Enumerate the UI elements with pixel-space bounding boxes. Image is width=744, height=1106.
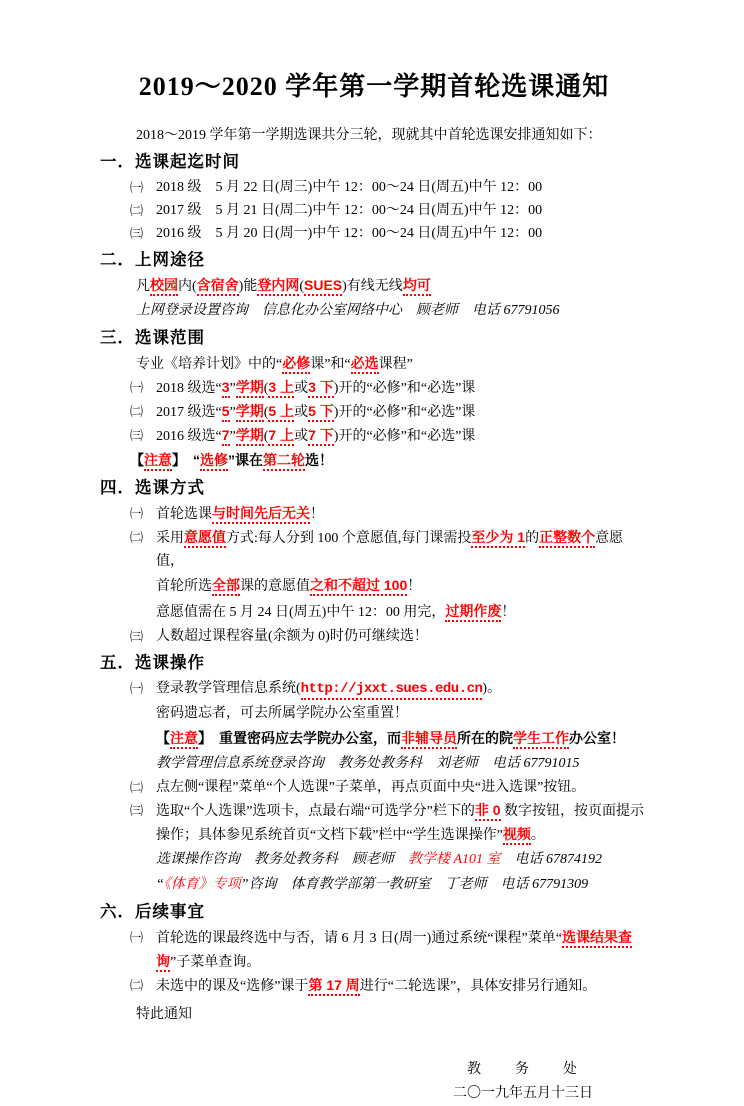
item-content — [156, 400, 648, 424]
notice-line — [100, 274, 648, 298]
highlight-text: SUES — [304, 277, 342, 296]
notice-line — [100, 502, 648, 526]
signature-block — [408, 1058, 638, 1106]
notice-section-2 — [100, 248, 648, 323]
text-run: 或 — [294, 381, 309, 396]
text-run: “ — [156, 877, 164, 892]
item-content — [156, 424, 648, 448]
text-run: 或 — [294, 405, 309, 420]
text-run: ”咨询 体育教学部第一教研室 丁老师 电话 67791309 — [240, 877, 589, 892]
text-run: 或 — [294, 429, 309, 444]
item-marker: ㈡ — [130, 530, 144, 545]
highlight-text: 注意 — [170, 730, 198, 749]
notice-line — [100, 352, 648, 376]
text-run: 首轮选课 — [156, 507, 212, 522]
highlight-text: 视频 — [503, 826, 531, 845]
section-heading: 三．选课范围 — [100, 329, 205, 347]
highlight-text: 3 — [222, 379, 230, 398]
item-content — [156, 974, 648, 998]
item-marker: ㈡ — [130, 780, 144, 795]
item-marker: ㈡ — [130, 203, 144, 218]
text-run: 【 — [130, 452, 144, 468]
highlight-text: 5 — [222, 403, 230, 422]
notice-line — [100, 400, 648, 424]
item-content — [156, 176, 648, 199]
text-run: ” — [229, 405, 236, 420]
item-marker: ㈢ — [130, 629, 144, 644]
item-marker: ㈢ — [130, 803, 144, 818]
notice-line — [100, 974, 648, 998]
text-run: 专业《培养计划》中的“ — [136, 357, 283, 372]
text-run: 教学管理信息系统登录咨询 教务处教务科 刘老师 电话 67791015 — [156, 756, 580, 771]
notice-line — [100, 599, 648, 625]
text-run: 【 — [156, 730, 170, 746]
highlight-text: 意愿值 — [184, 529, 226, 548]
notice-line — [100, 926, 648, 974]
text-run: ( — [263, 381, 269, 396]
highlight-text: 与时间先后无关 — [212, 505, 310, 524]
section-heading: 二．上网途径 — [100, 251, 205, 269]
notice-intro: 2018～2019 学年第一学期选课共分三轮，现就其中首轮选课安排通知如下： — [136, 128, 602, 143]
text-run: 进行“二轮选课”，具体安排另行通知。 — [359, 979, 597, 994]
text-run: 选课操作咨询 教务处教务科 顾老师 — [156, 852, 408, 867]
highlight-text: 第二轮 — [263, 452, 305, 471]
text-run: 2018 级 5 月 22 日(周三)中午 12：00～24 日(周五)中午 12：00 — [156, 180, 543, 195]
highlight-text: 学期 — [236, 403, 264, 422]
highlight-text: 5 上 — [268, 403, 294, 422]
text-run: 电话 67874192 — [500, 852, 603, 867]
text-run: 课的意愿值 — [240, 579, 310, 594]
text-run: ！ — [501, 605, 516, 620]
highlight-text: 必修 — [282, 355, 310, 374]
item-marker: ㈡ — [130, 978, 144, 993]
item-marker: ㈠ — [130, 380, 144, 395]
notice-line — [100, 298, 648, 323]
notice-line — [100, 677, 648, 701]
item-content — [156, 222, 648, 245]
signature-date: 二〇一九年五月十三日 — [453, 1086, 593, 1101]
highlight-text: 7 下 — [308, 427, 334, 446]
item-content — [156, 677, 648, 701]
text-run: 2017 级 5 月 21 日(周二)中午 12：00～24 日(周五)中午 12：00 — [156, 203, 543, 218]
text-run: 凡 — [136, 279, 150, 294]
text-run: )有线无线 — [342, 279, 403, 294]
text-run: )开的“必修”和“必选”课 — [333, 429, 476, 444]
item-marker: ㈡ — [130, 404, 144, 419]
text-run: ” — [229, 381, 236, 396]
highlight-text: 至少为 1 — [471, 529, 525, 548]
text-run: 上网登录设置咨询 信息化办公室网络中心 顾老师 电话 67791056 — [136, 303, 560, 318]
highlight-text: 之和不超过 100 — [310, 577, 407, 596]
highlight-text: 3 下 — [308, 379, 334, 398]
item-marker: ㈠ — [130, 930, 144, 945]
highlight-text: 学期 — [236, 427, 264, 446]
system-url-link[interactable]: http://jxxt.sues.edu.cn — [301, 681, 483, 700]
text-run: 】 重置密码应去学院办公室，而 — [198, 730, 401, 746]
text-run: )开的“必修”和“必选”课 — [333, 381, 476, 396]
text-run: 点左侧“课程”菜单“个人选课”子菜单，再点页面中央“进入选课”按钮。 — [156, 780, 586, 795]
text-run: )。 — [482, 681, 502, 696]
highlight-text: 非 0 — [475, 802, 501, 821]
item-content — [156, 926, 648, 974]
notice-section-4 — [100, 476, 648, 648]
text-run: ”子菜单查询。 — [170, 955, 261, 970]
section-heading: 六．后续事宜 — [100, 903, 205, 921]
section-heading: 五．选课操作 — [100, 654, 205, 672]
text-run: 选！ — [305, 452, 333, 468]
notice-line — [100, 448, 648, 473]
text-run: 】 “ — [172, 452, 200, 468]
notice-line — [100, 222, 648, 245]
text-run: 意愿值需在 5 月 24 日(周五)中午 12：00 用完， — [156, 605, 446, 620]
text-run: )开的“必修”和“必选”课 — [333, 405, 476, 420]
text-run: 密码遗忘者，可去所属学院办公室重置！ — [156, 706, 408, 721]
highlight-text: 正整数个 — [539, 529, 595, 548]
text-run: 选取“个人选课”选项卡，点最右端“可选学分”栏下的 — [156, 804, 475, 819]
text-run: 内( — [178, 279, 197, 294]
item-content — [156, 625, 648, 648]
item-content — [156, 376, 648, 400]
text-run: 课”和“ — [310, 357, 351, 372]
text-run: 2018 级选“ — [156, 381, 222, 396]
notice-section-3 — [100, 326, 648, 473]
text-run: 首轮选的课最终选中与否，请 6 月 3 日(周一)通过系统“课程”菜单“ — [156, 931, 562, 946]
notice-section-1 — [100, 150, 648, 245]
highlight-text: 学期 — [236, 379, 264, 398]
notice-line — [100, 799, 648, 847]
highlight-text: 3 上 — [268, 379, 294, 398]
item-marker: ㈠ — [130, 681, 144, 696]
text-run: 所在的院 — [457, 730, 513, 746]
highlight-text: 教学楼 A101 室 — [408, 852, 501, 867]
text-run: 方式:每人分到 100 个意愿值,每门课需投 — [226, 531, 472, 546]
highlight-text: 注意 — [144, 452, 172, 471]
item-marker: ㈢ — [130, 226, 144, 241]
highlight-text: 《体育》专项 — [163, 877, 241, 892]
text-run: 2016 级 5 月 20 日(周一)中午 12：00～24 日(周五)中午 12：00 — [156, 226, 543, 241]
notice-line — [100, 701, 648, 726]
item-marker: ㈠ — [130, 506, 144, 521]
notice-line — [100, 751, 648, 776]
notice-line — [100, 847, 648, 872]
highlight-text: 5 下 — [308, 403, 334, 422]
text-run: ！ — [310, 507, 324, 522]
notice-section-6 — [100, 900, 648, 998]
highlight-text: 全部 — [212, 577, 240, 596]
text-run: 课程” — [378, 357, 413, 372]
notice-line — [100, 176, 648, 199]
notice-line — [100, 199, 648, 222]
highlight-text: 7 — [222, 427, 230, 446]
highlight-text: 选课结果查询 — [156, 929, 632, 972]
signer-department: 教 务 处 — [467, 1062, 579, 1077]
notice-line — [100, 424, 648, 448]
highlight-text: 含宿舍 — [197, 277, 239, 296]
notice-line — [100, 872, 648, 897]
text-run: ”课在 — [228, 452, 263, 468]
text-run: 意愿值， — [156, 531, 624, 569]
highlight-text: 7 上 — [268, 427, 294, 446]
highlight-text: 非辅导员 — [401, 730, 457, 749]
highlight-text: 学生工作 — [513, 730, 569, 749]
text-run: ( — [263, 429, 269, 444]
item-content — [156, 526, 648, 573]
text-run: 2017 级选“ — [156, 405, 222, 420]
text-run: 登录教学管理信息系统( — [156, 681, 301, 696]
highlight-text: 校园 — [150, 277, 178, 296]
text-run: 采用 — [156, 531, 184, 546]
section-heading: 一．选课起迄时间 — [100, 153, 240, 171]
sections-container — [100, 150, 648, 998]
notice-line — [100, 776, 648, 799]
text-run: 2016 级选“ — [156, 429, 222, 444]
text-run: 。 — [530, 828, 545, 843]
notice-line — [100, 726, 648, 751]
notice-line — [100, 625, 648, 648]
text-run: ” — [229, 429, 236, 444]
text-run: 数字按钮，按页面提示操作；具体参见系统首页“文档下载”栏中“学生选课操作” — [156, 804, 645, 843]
text-run: ( — [299, 279, 305, 294]
item-content — [156, 199, 648, 222]
item-marker: ㈢ — [130, 428, 144, 443]
highlight-text: 均可 — [403, 277, 431, 296]
page-title: 2019～2020 学年第一学期首轮选课通知 — [138, 72, 610, 101]
section-heading: 四．选课方式 — [100, 479, 205, 497]
text-run: ( — [263, 405, 269, 420]
highlight-text: 过期作废 — [445, 603, 501, 622]
notice-line — [100, 573, 648, 599]
notice-line — [100, 376, 648, 400]
highlight-text: 必选 — [351, 355, 379, 374]
highlight-text: 选修 — [200, 452, 228, 471]
item-content — [156, 776, 648, 799]
text-run: )能 — [238, 279, 258, 294]
item-marker: ㈠ — [130, 180, 144, 195]
text-run: 的 — [525, 531, 540, 546]
item-content — [156, 502, 648, 526]
notice-line — [100, 526, 648, 573]
text-run: 未选中的课及“选修”课于 — [156, 979, 309, 994]
text-run: 人数超过课程容量(余额为 0)时仍可继续选！ — [156, 629, 428, 644]
highlight-text: 第 17 周 — [308, 977, 359, 996]
text-run: 办公室！ — [569, 730, 625, 746]
item-content — [156, 799, 648, 847]
closing-text: 特此通知 — [136, 1007, 192, 1022]
highlight-text: 登内网 — [257, 277, 299, 296]
text-run: ！ — [407, 579, 422, 594]
notice-section-5 — [100, 651, 648, 897]
text-run: 首轮所选 — [156, 579, 212, 594]
